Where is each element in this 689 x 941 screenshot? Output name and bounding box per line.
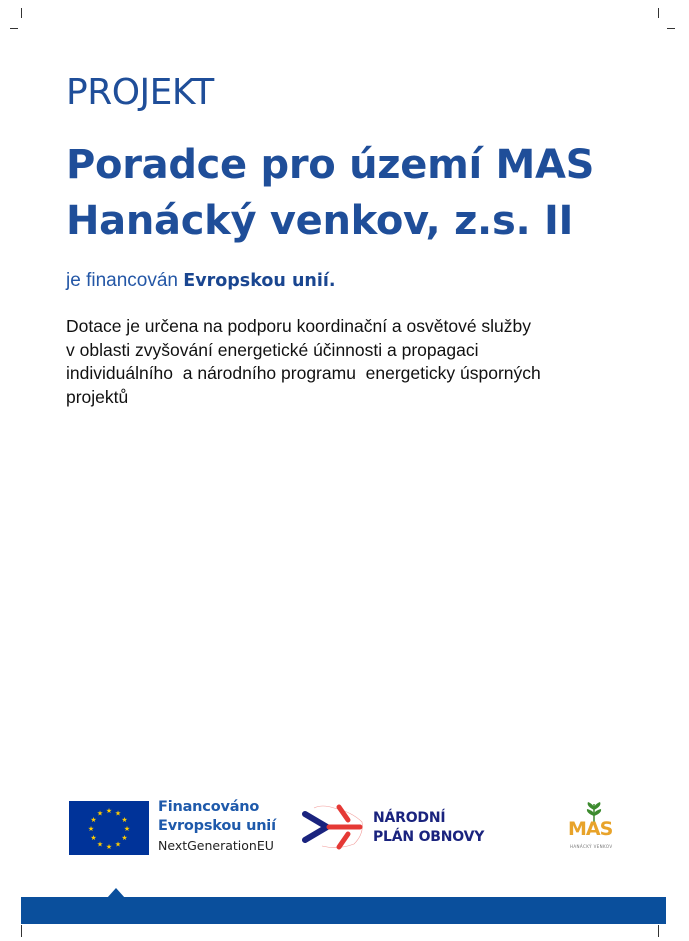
svg-text:★: ★: [114, 840, 122, 849]
eu-line-3: NextGenerationEU: [158, 838, 274, 853]
crop-mark: [658, 925, 659, 937]
svg-text:★: ★: [90, 816, 97, 824]
eu-line-2: Evropskou unií: [158, 818, 276, 834]
npo-line-1: NÁRODNÍ: [373, 810, 446, 826]
mas-logo-mark: MAS: [568, 818, 613, 840]
svg-text:★: ★: [90, 834, 97, 842]
description-line: v oblasti zvyšování energetické účinnosti a propagaci: [66, 339, 479, 360]
funding-prefix: je financován: [66, 270, 178, 291]
project-label: PROJEKT: [66, 72, 214, 113]
description-line: projektů: [66, 386, 129, 407]
eu-line-1: Financováno: [158, 799, 260, 815]
svg-text:★: ★: [121, 834, 128, 842]
crop-mark: [667, 28, 675, 29]
npo-text: [373, 809, 484, 847]
project-description: [66, 315, 626, 409]
svg-text:★: ★: [105, 843, 113, 851]
footer-bar: [21, 897, 666, 924]
npo-line-2: PLÁN OBNOVY: [373, 829, 485, 845]
eu-flag-icon: [69, 801, 149, 855]
crop-mark: [10, 28, 18, 29]
crop-mark: [658, 8, 659, 18]
crop-mark: [21, 8, 22, 18]
funding-statement: [66, 270, 336, 292]
npo-logo-icon: [302, 802, 364, 854]
title-line-2: Hanácký venkov, z.s. II: [66, 198, 574, 244]
funding-emphasis: Evropskou unií.: [183, 271, 336, 291]
svg-text:★: ★: [96, 840, 104, 849]
description-line: individuálního a národního programu energeticky úsporných: [66, 363, 541, 383]
mas-logo-subtitle: HANÁCKÝ VENKOV: [570, 844, 613, 849]
svg-text:★: ★: [96, 809, 104, 818]
eu-funding-text: [158, 798, 276, 856]
svg-text:★: ★: [87, 825, 95, 833]
svg-text:★: ★: [114, 809, 122, 818]
svg-text:★: ★: [121, 816, 128, 824]
description-line: Dotace je určena na podporu koordinační a osvětové služby: [66, 316, 532, 336]
crop-mark: [21, 925, 22, 937]
title-line-1: Poradce pro území MAS: [66, 142, 595, 188]
svg-text:★: ★: [105, 807, 113, 815]
svg-text:★: ★: [123, 825, 131, 833]
project-title: [66, 137, 666, 249]
